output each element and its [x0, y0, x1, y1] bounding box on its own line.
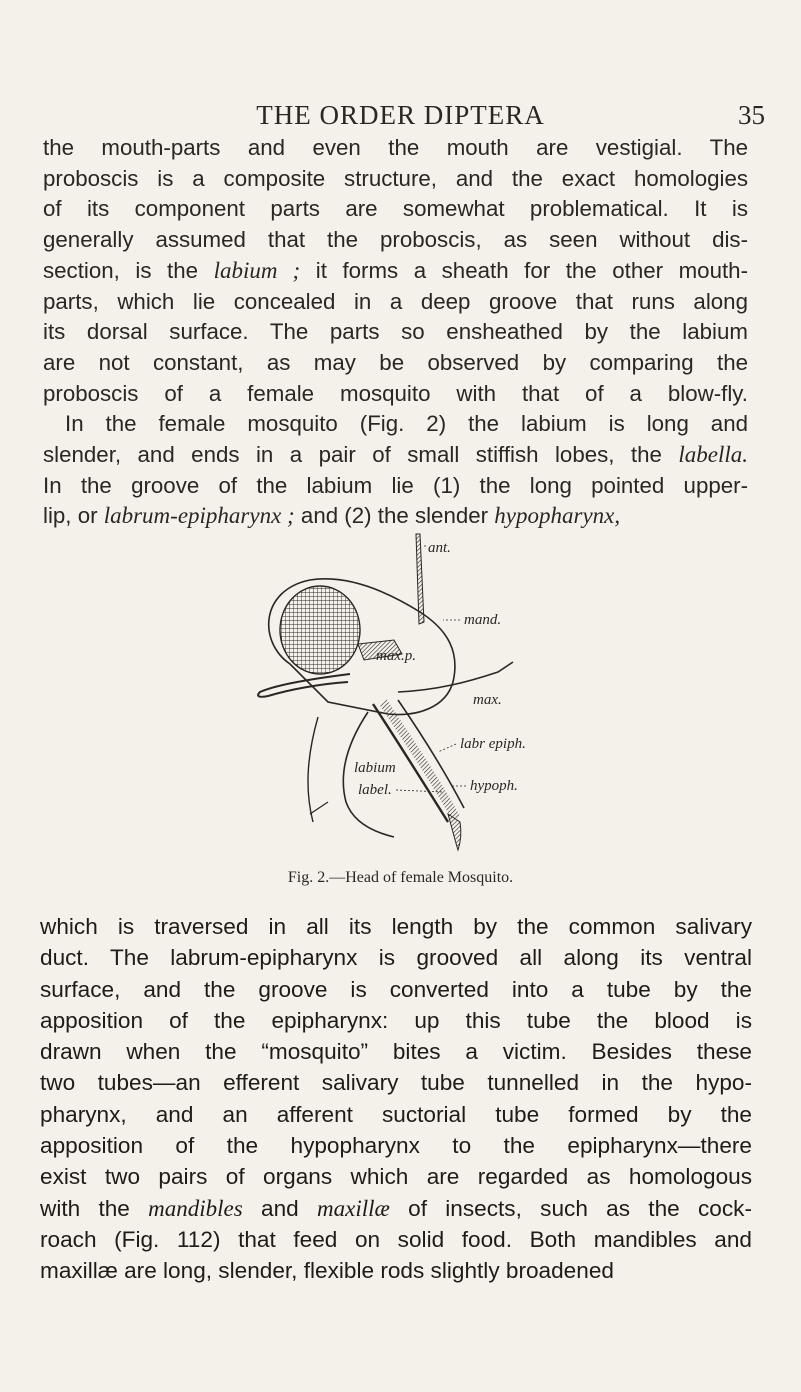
text-line	[40, 942, 752, 973]
text-run: it forms a sheath for the other mouth-	[300, 257, 748, 283]
text-run: exist two pairs of organs which are regarded as homologous	[40, 1164, 752, 1190]
text-run: are not constant, as may be observed by comparing the	[43, 349, 748, 375]
text-line	[43, 317, 748, 348]
figure-caption: Fig. 2.—Head of female Mosquito.	[287, 869, 514, 886]
text-run: which is traversed in all its length by the common salivary	[40, 914, 752, 939]
text-run: duct. The labrum-epipharynx is grooved all along its ventral	[40, 945, 752, 971]
text-line	[40, 1099, 752, 1130]
label-ant: ant.	[428, 540, 451, 556]
running-head	[0, 100, 801, 136]
text-run: section, is the	[43, 257, 214, 283]
text-run: its dorsal surface. The parts so ensheathed by the labium	[43, 319, 748, 345]
text-run: and (2) the slender	[294, 503, 495, 529]
text-line	[43, 348, 748, 379]
text-line	[40, 911, 752, 942]
label-labium: labium	[354, 760, 396, 776]
text-run: proboscis of a female mosquito with that of a blow-fly.	[43, 380, 748, 406]
text-run: surface, and the groove is converted into a tube by the	[40, 976, 752, 1002]
text-line	[40, 1036, 752, 1067]
running-title: THE ORDER DIPTERA	[256, 100, 545, 130]
text-line	[43, 225, 748, 256]
label-mand: mand.	[464, 612, 502, 628]
text-run: generally assumed that the proboscis, as seen without dis-	[43, 227, 748, 253]
text-run: slender, and ends in a pair of small stiffish lobes, the	[43, 442, 679, 468]
text-run: apposition of the epipharynx: up this tube the blood is	[40, 1007, 752, 1033]
text-run: of its component parts are somewhat problematical. It is	[43, 196, 748, 222]
text-run: parts, which lie concealed in a deep groove that runs along	[43, 288, 748, 314]
text-run: In the groove of the labium lie (1) the long pointed upper-	[43, 472, 748, 498]
text-line	[43, 194, 748, 225]
text-run: apposition of the hypopharynx to the epipharynx—there	[40, 1133, 752, 1159]
text-line	[43, 409, 748, 440]
italic-term: mandibles	[148, 1195, 243, 1221]
text-run: In the female mosquito (Fig. 2) the labium is long and	[65, 411, 748, 437]
compound-eye	[280, 586, 360, 674]
text-line	[40, 1005, 752, 1036]
text-line	[40, 1161, 752, 1192]
text-run: and	[242, 1195, 318, 1221]
page-number: 35	[738, 100, 765, 130]
label-max: max.	[473, 692, 502, 708]
italic-term: hypopharynx,	[494, 503, 621, 529]
text-line	[43, 379, 748, 410]
labella	[448, 814, 461, 850]
text-line	[40, 1067, 752, 1098]
label-hypoph: hypoph.	[470, 778, 518, 794]
text-line	[43, 133, 748, 164]
text-line	[43, 287, 748, 318]
text-line	[40, 1130, 752, 1161]
text-run: of insects, such as the cock-	[389, 1195, 752, 1221]
italic-term: maxillæ	[317, 1195, 390, 1221]
label-maxp: max.p.	[376, 648, 416, 664]
text-line	[40, 1224, 752, 1255]
labium-sheath	[308, 717, 318, 822]
italic-term: labrum-epipharynx ;	[103, 503, 295, 529]
text-line	[43, 440, 748, 471]
text-run: drawn when the “mosquito” bites a victim. Besides these	[40, 1039, 752, 1065]
body-text-bottom	[40, 911, 752, 1287]
leader-epiph	[438, 744, 456, 752]
label-labr-epiph: labr epiph.	[460, 736, 526, 752]
text-line	[40, 974, 752, 1005]
text-run: lip, or	[43, 503, 104, 529]
body-text-top	[43, 133, 748, 532]
text-run: with the	[40, 1195, 149, 1221]
italic-term: labium ;	[213, 257, 301, 283]
text-run: proboscis is a composite structure, and the exact homologies	[43, 165, 748, 191]
figure-mosquito-head	[198, 532, 578, 852]
text-line	[43, 164, 748, 195]
italic-term: labella.	[678, 442, 748, 468]
text-run: pharynx, and an afferent suctorial tube formed by the	[40, 1101, 752, 1127]
text-run: the mouth-parts and even the mouth are vestigial. The	[43, 135, 748, 160]
text-run: two tubes—an efferent salivary tube tunnelled in the hypo-	[40, 1070, 752, 1096]
label-label: label.	[358, 782, 392, 798]
proboscis-stylet-3	[398, 700, 464, 808]
text-line	[40, 1193, 752, 1224]
text-line	[40, 1255, 752, 1286]
mosquito-head-drawing	[198, 532, 578, 852]
text-line	[43, 256, 748, 287]
labium-tip	[310, 802, 328, 814]
text-run: maxillæ are long, slender, flexible rods slightly broadened	[40, 1258, 614, 1284]
text-run: roach (Fig. 112) that feed on solid food. Both mandibles and	[40, 1226, 752, 1252]
text-line	[43, 501, 748, 532]
text-line	[43, 471, 748, 502]
